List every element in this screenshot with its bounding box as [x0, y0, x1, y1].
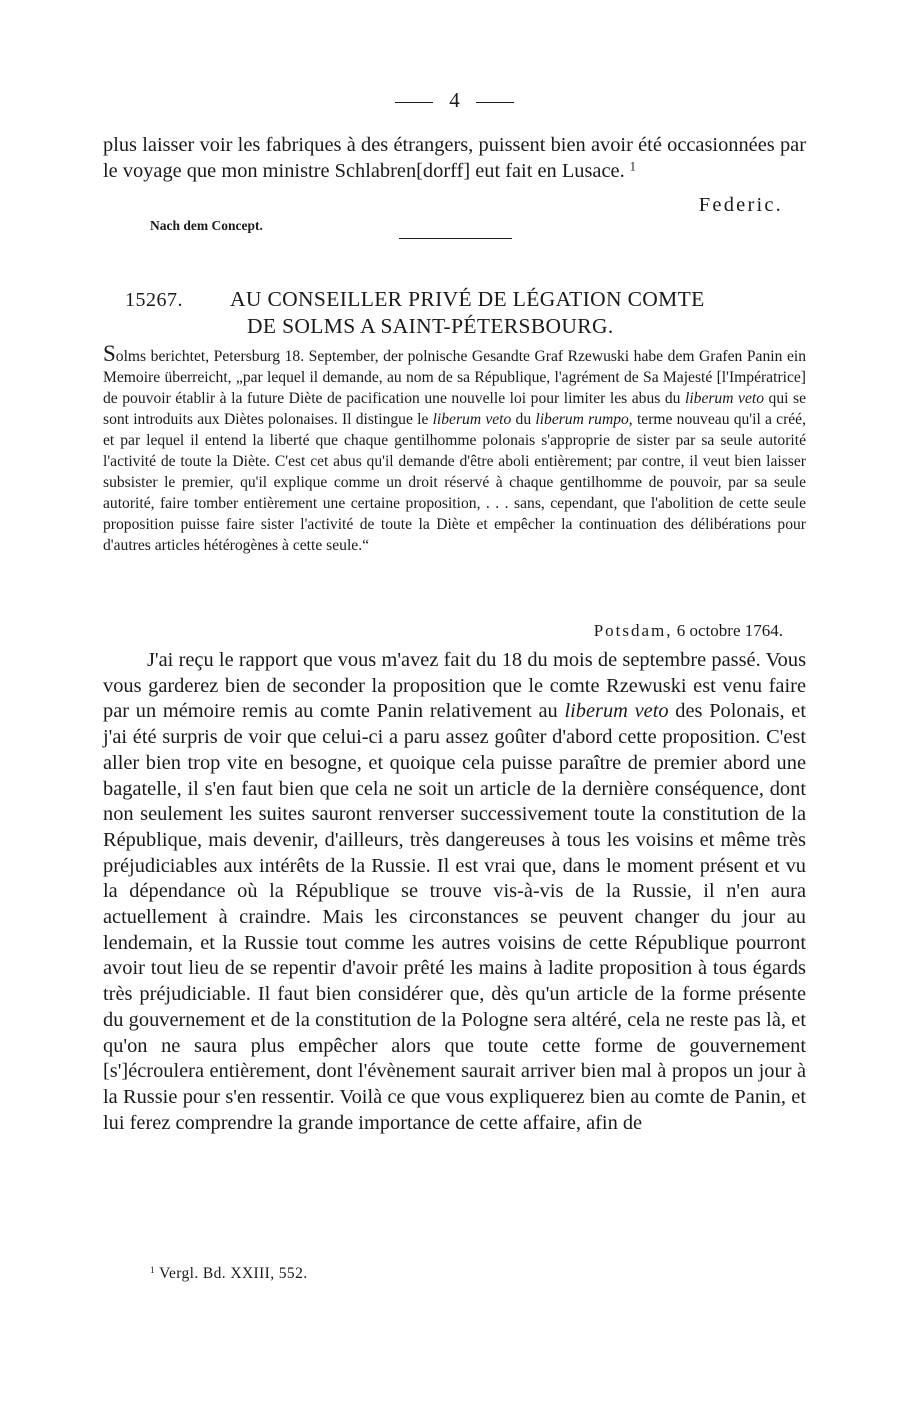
running-head-rule-right: [476, 102, 514, 103]
summary-italic-1: liberum veto: [684, 390, 765, 407]
summary-text-2: qui se sont introduits aux Diètes polonaises. Il distingue le: [103, 390, 807, 428]
summary-text-4: terme nouveau qu'il a créé, et par lequel il entend la liberté que chaque gentilhomme polonais s'approprie de sister par sa seule autorité l'activité de toute la Diète. C'est cet abus qu'il demande d'être aboli entièrement; par contre, il veut bien laisser subsister le premier, qu'il explique comme un droit réservé à chaque gentilhomme de pouvoir, par sa seule autorité, faire tomber entièrement une certaine proposition, . . . sans, cependant, que l'abolition de cette seule proposition puisse faire sister l'activité de toute la Diète et empêcher la continuation des délibérations pour d'autres articles hétérogènes à cette seule.“: [103, 411, 807, 554]
summary-text-1: olms berichtet, Petersburg 18. September, der polnische Gesandte Graf Rzewuski habe dem Grafen Panin ein Memoire überreicht, „par lequel il demande, au nom de sa République, l'agrément de Sa Majesté [l'Impératrice] de pouvoir établir à la future Diète de pacification une nouvelle loi pour limiter les abus du: [103, 348, 806, 407]
document-number: 15267.: [125, 289, 183, 311]
document-summary: [103, 343, 806, 556]
footnote-number: 1: [150, 1265, 156, 1276]
separator-rule: [399, 238, 512, 239]
dateline-date: 6 octobre 1764.: [676, 621, 783, 640]
letter-text-1: J'ai reçu le rapport que vous m'avez fait du 18 du mois de septembre passé. Vous vous garderez bien de seconder la proposition que le comte Rzewuski est venu faire par un mémoire remis au comte Panin relativement au: [103, 649, 806, 723]
continuation-paragraph: [103, 132, 806, 184]
letter-italic-1: liberum veto: [564, 700, 669, 723]
dateline: [594, 621, 783, 641]
summary-text-3: du: [511, 411, 536, 428]
continuation-text: plus laisser voir les fabriques à des étrangers, puissent bien avoir été occasionnées par le voyage que mon ministre Schlabren[dorff] eut fait en Lusace.: [103, 134, 806, 182]
footnote-text: Vergl. Bd. XXIII, 552.: [159, 1265, 308, 1282]
letter-body: [103, 648, 806, 1136]
heading-line-1: AU CONSEILLER PRIVÉ DE LÉGATION COMTE: [230, 287, 705, 311]
page-number: 4: [449, 88, 460, 112]
dateline-place: Potsdam,: [593, 621, 673, 640]
summary-italic-2: liberum veto: [432, 411, 512, 428]
heading-line-2: DE SOLMS A SAINT-PÉTERSBOURG.: [247, 314, 614, 338]
source-note: Nach dem Concept.: [150, 218, 263, 233]
footnote: [150, 1265, 308, 1283]
running-head: [103, 88, 806, 113]
summary-italic-3: liberum rumpo,: [535, 411, 633, 428]
letter-text-2: des Polonais, et j'ai été surpris de voir que celui-ci a paru assez goûter d'abord cette proposition. C'est aller bien trop vite en besogne, et quoique cela puisse paraître de premier abord une bagatelle, il s'en faut bien que cela ne soit un article de la dernière conséquence, dont non seulement les suites sauront renverser successivement toute la constitution de la République, mais devenir, d'ailleurs, très dangereuses à tous les voisins et même très préjudiciables aux intérêts de la Russie. Il est vrai que, dans le moment présent et vu la dépendance où la République se trouve vis-à-vis de la Russie, il n'en aura actuellement à craindre. Mais les circonstances se peuvent changer du jour au lendemain, et la Russie tout comme les autres voisins de cette République pourront avoir tout lieu de se repentir d'avoir prêté les mains à ladite proposition à tous égards très préjudiciable. Il faut bien considérer que, dès qu'un article de la forme présente du gouvernement et de la constitution de la Pologne sera altéré, cela ne reste pas là, et qu'on ne saura plus empêcher alors que toute cette forme de gouvernement [s']écroulera entièrement, dont l'évènement saurait arriver bien mal à propos un jour à la Russie pour s'en ressentir. Voilà ce que vous expliquerez bien au comte de Panin, et lui ferez comprendre la grande importance de cette affaire, afin de: [103, 700, 806, 1134]
running-head-rule-left: [395, 102, 433, 103]
footnote-marker: 1: [629, 159, 636, 174]
summary-initial: S: [103, 341, 116, 366]
signature: Federic.: [698, 194, 783, 216]
